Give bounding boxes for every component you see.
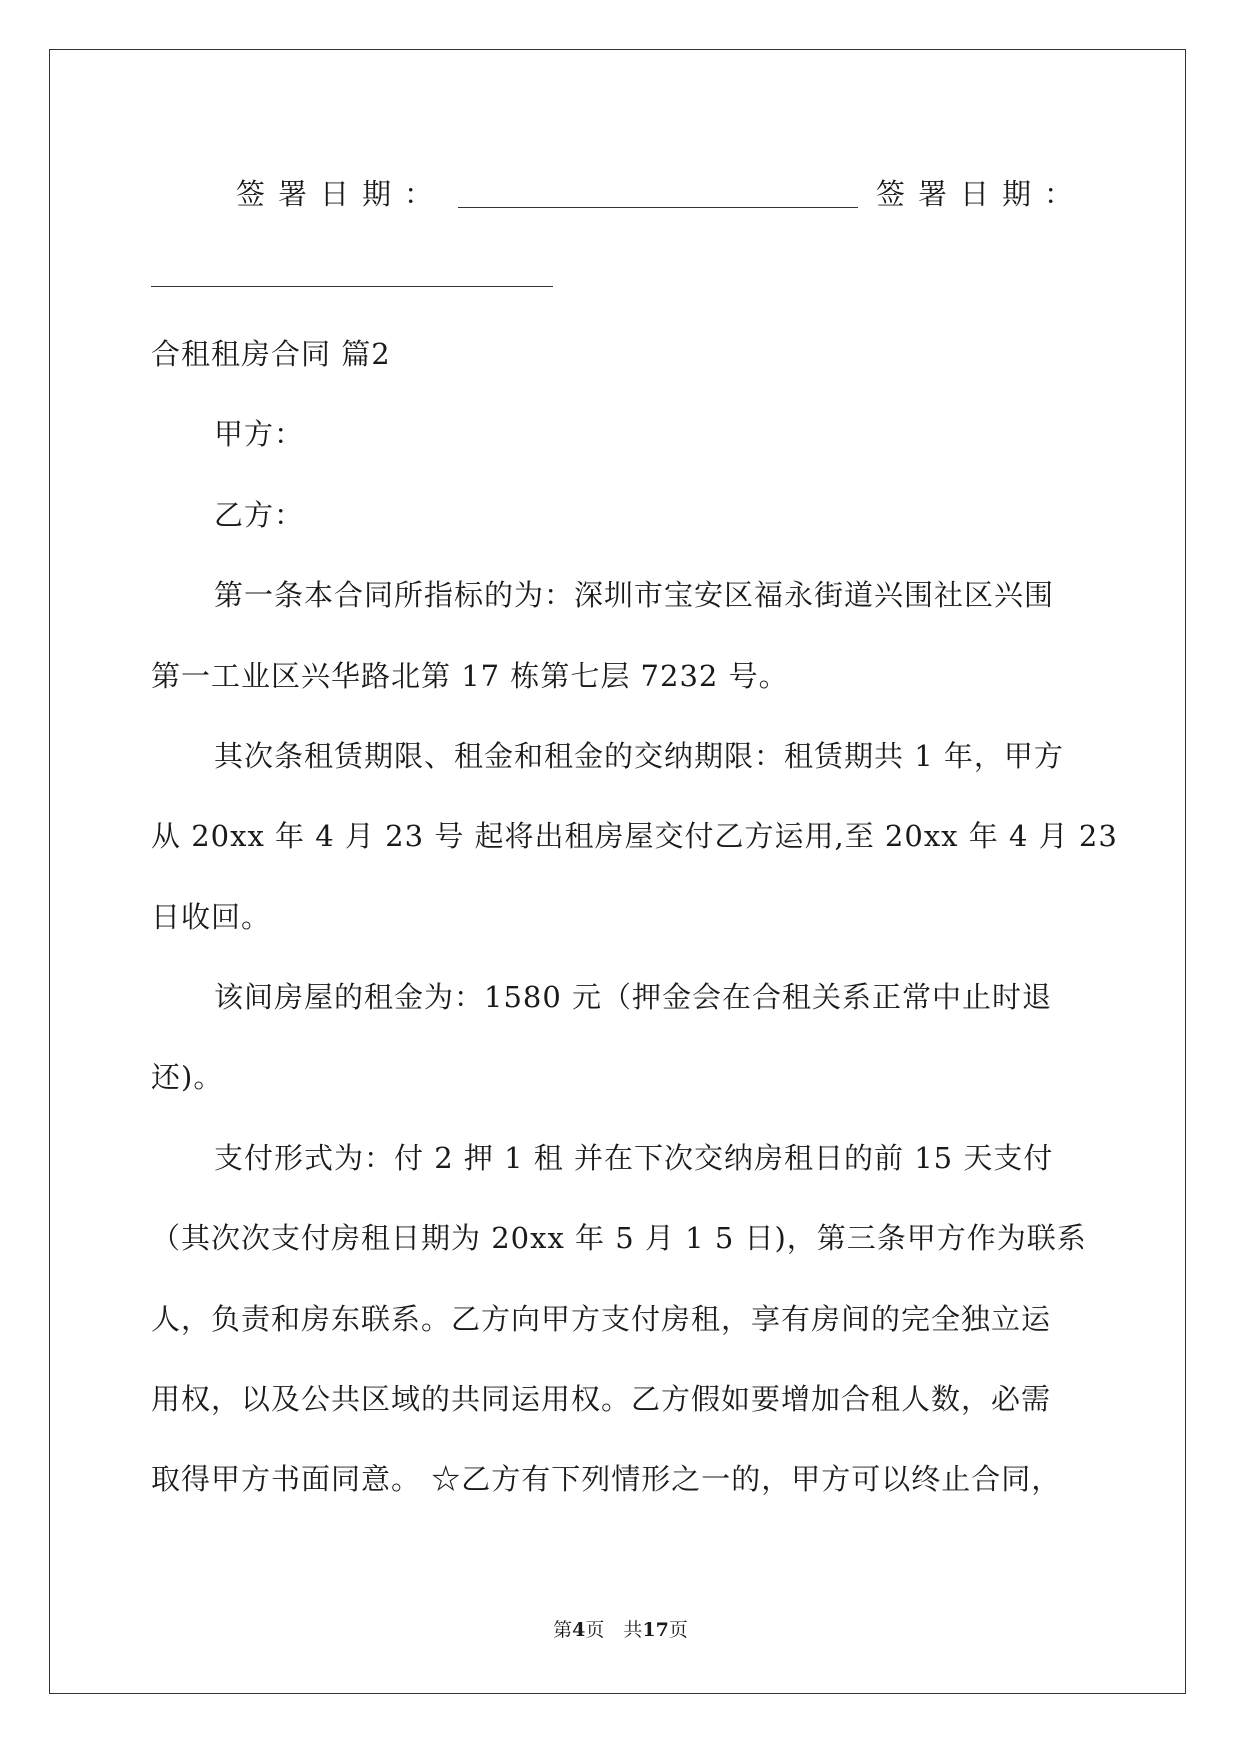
signature-date-label-2: 签署日期： bbox=[875, 176, 1086, 211]
footer-total-pages: 17 bbox=[642, 1619, 669, 1641]
clause2-line2: 从 20xx 年 4 月 23 号 起将出租房屋交付乙方运用,至 20xx 年 4 月 23 bbox=[151, 819, 1118, 853]
footer-prefix: 第 bbox=[553, 1619, 573, 1641]
signature-date-blank-2[interactable] bbox=[151, 256, 553, 287]
clause2-line1: 其次条租赁期限、租金和租金的交纳期限：租赁期共 1 年，甲方 bbox=[214, 739, 1064, 773]
page-frame bbox=[49, 49, 1186, 1694]
footer-mid: 页 共 bbox=[585, 1619, 643, 1641]
payment-line3: 人，负责和房东联系。乙方向甲方支付房租，享有房间的完全独立运 bbox=[151, 1302, 1052, 1336]
party-b-label: 乙方： bbox=[214, 498, 305, 532]
signature-date-label-1: 签署日期： bbox=[236, 176, 447, 211]
clause2-line3: 日收回。 bbox=[151, 900, 272, 934]
clause1-line2: 第一工业区兴华路北第 17 栋第七层 7232 号。 bbox=[151, 659, 789, 693]
payment-line4: 用权，以及公共区域的共同运用权。乙方假如要增加合租人数，必需 bbox=[151, 1382, 1052, 1416]
payment-line1: 支付形式为：付 2 押 1 租 并在下次交纳房租日的前 15 天支付 bbox=[214, 1141, 1054, 1175]
rent-line2: 还)。 bbox=[151, 1060, 224, 1094]
page-footer bbox=[0, 1618, 1241, 1642]
footer-suffix: 页 bbox=[668, 1619, 688, 1641]
rent-line1: 该间房屋的租金为：1580 元（押金会在合租关系正常中止时退 bbox=[214, 980, 1053, 1014]
signature-date-row bbox=[236, 172, 1086, 212]
party-a-label: 甲方： bbox=[214, 417, 305, 451]
payment-line2: （其次次支付房租日期为 20xx 年 5 月 1 5 日)，第三条甲方作为联系 bbox=[151, 1221, 1087, 1255]
contract-heading: 合租租房合同 篇2 bbox=[151, 337, 391, 371]
payment-line5: 取得甲方书面同意。 ☆乙方有下列情形之一的，甲方可以终止合同， bbox=[151, 1462, 1062, 1496]
signature-date-blank-1[interactable] bbox=[458, 177, 858, 208]
clause1-line1: 第一条本合同所指标的为：深圳市宝安区福永街道兴围社区兴围 bbox=[214, 578, 1055, 612]
footer-page-number: 4 bbox=[572, 1619, 586, 1641]
